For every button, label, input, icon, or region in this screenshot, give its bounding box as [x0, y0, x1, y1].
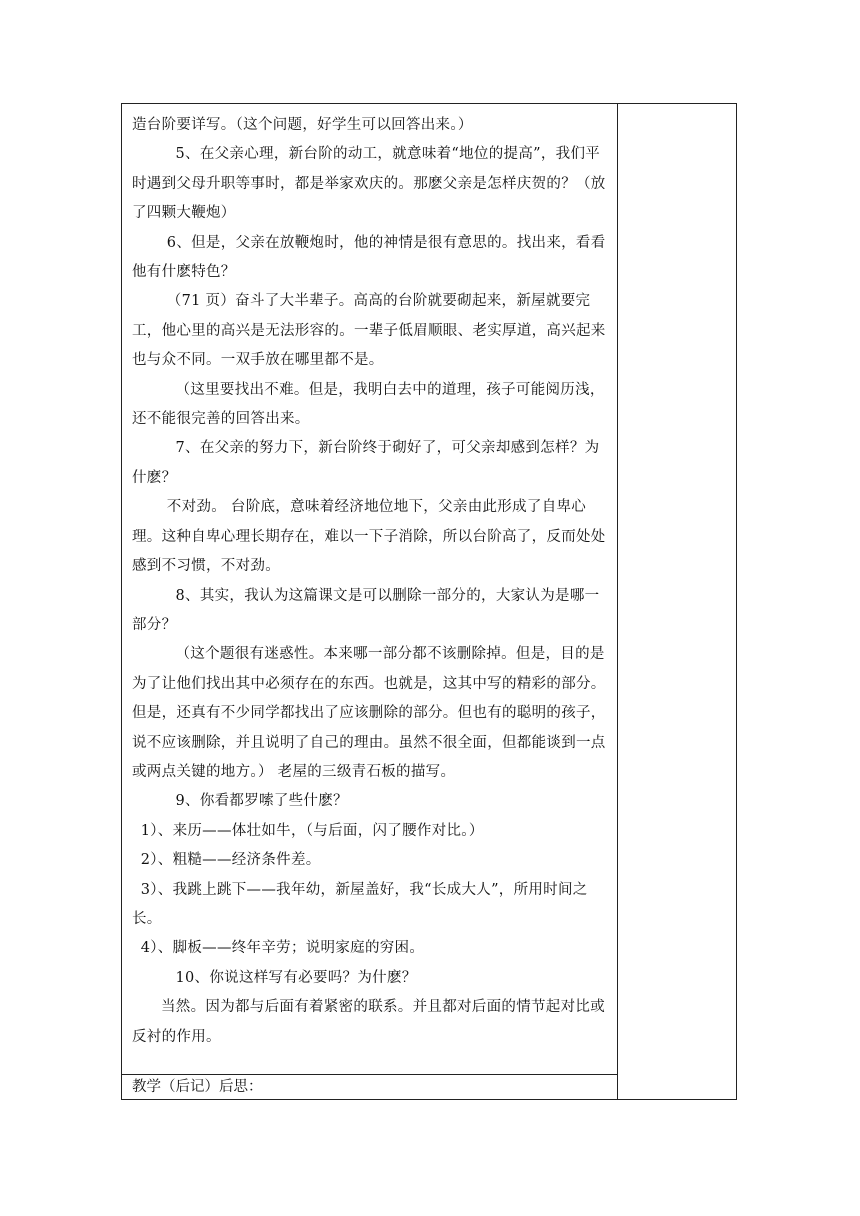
- paragraph: 不对劲。 台阶底，意味着经济地位地下，父亲由此形成了自卑心理。这种自卑心理长期存在，难以一下子消除，所以台阶高了，反而处处感到不习惯，不对劲。: [132, 499, 606, 575]
- lesson-content: [132, 111, 614, 1052]
- paragraph: 10、你说这样写有必要吗？为什麽？: [175, 969, 417, 986]
- paragraph: （这个题很有迷惑性。本来哪一部分都不该删除掉。但是，目的是为了让他们找出其中必须存在的东西。也就是，这其中写的精彩的部分。但是，还真有不少同学都找出了应该删除的部分。但也有的聪明的孩子，说不应该删除，并且说明了自己的理由。虽然不很全面，但都能谈到一点或两点关键的地方。） 老屋的三级青石板的描写。: [132, 646, 606, 780]
- paragraph: 8、其实，我认为这篇课文是可以删除一部分的，大家认为是哪一部分？: [132, 587, 600, 633]
- paragraph: 1）、来历——体壮如牛，（与后面，闪了腰作对比。）: [140, 822, 484, 839]
- paragraph: 4）、脚板——终年辛劳；说明家庭的穷困。: [140, 940, 425, 957]
- side-cell: [618, 104, 737, 1099]
- reflection-label: 教学（后记）后思：: [132, 1079, 263, 1095]
- lesson-plan-table: [121, 103, 737, 1100]
- paragraph: 6、但是，父亲在放鞭炮时，他的神情是很有意思的。找出来，看看他有什麽特色？: [132, 234, 606, 281]
- paragraph: 3）、我跳上跳下——我年幼，新屋盖好，我“长成大人”，所用时间之长。: [132, 881, 588, 927]
- paragraph: 7、在父亲的努力下，新台阶终于砌好了，可父亲却感到怎样？为什麽？: [132, 440, 600, 486]
- content-cell: [122, 104, 618, 1075]
- paragraph: 2）、粗糙——经济条件差。: [140, 852, 321, 869]
- paragraph: 9、你看都罗嗦了些什麽？: [175, 793, 348, 810]
- paragraph: 当然。因为都与后面有着紧密的联系。并且都对后面的情节起对比或反衬的作用。: [132, 999, 605, 1045]
- reflection-cell: [122, 1075, 618, 1099]
- paragraph: （这里要找出不难。但是，我明白去中的道理，孩子可能阅历浅，还不能很完善的回答出来。: [132, 381, 605, 428]
- paragraph: 造台阶要详写。（这个问题，好学生可以回答出来。）: [132, 117, 473, 133]
- paragraph: （71 页）奋斗了大半辈子。高高的台阶就要砌起来，新屋就要完工，他心里的高兴是无法形容的。一辈子低眉顺眼、老实厚道，高兴起来也与众不同。一双手放在哪里都不是。: [132, 293, 606, 369]
- paragraph: 5、在父亲心理，新台阶的动工，就意味着“地位的提高”，我们平时遇到父母升职等事时，都是举家欢庆的。那麽父亲是怎样庆贺的？（放了四颗大鞭炮）: [132, 146, 606, 222]
